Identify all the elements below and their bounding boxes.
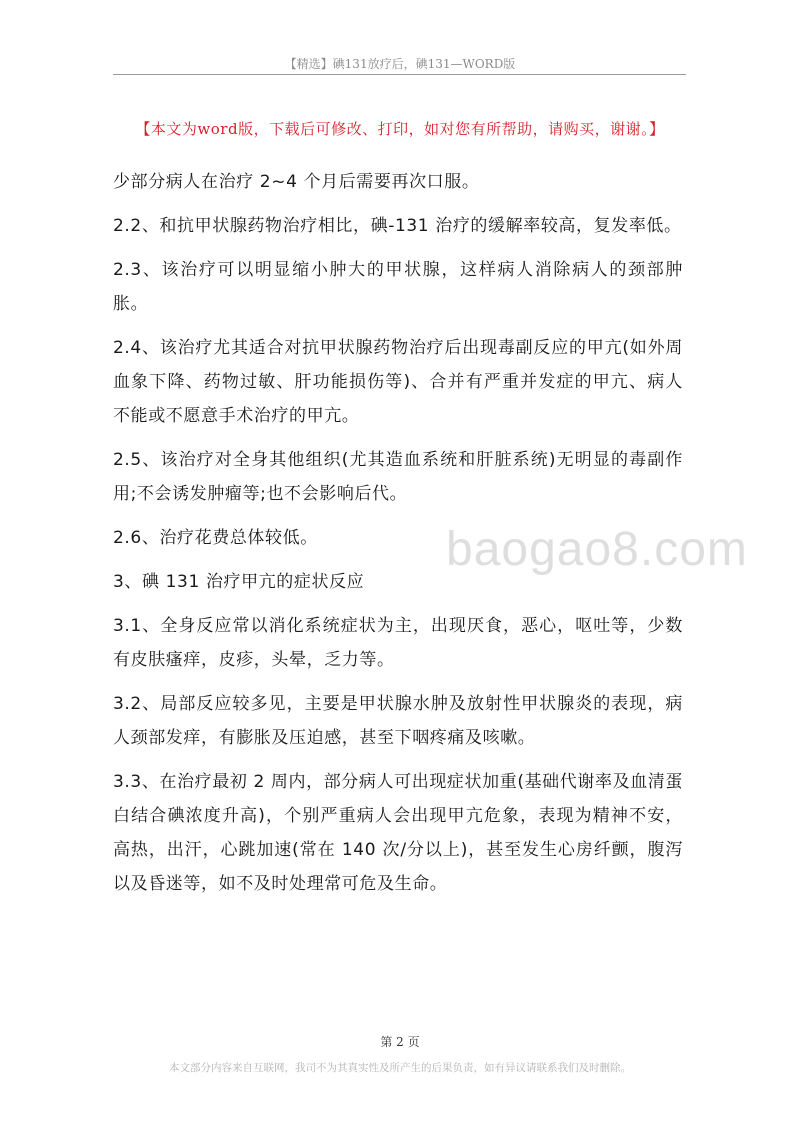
paragraph: 3.2、局部反应较多见，主要是甲状腺水肿及放射性甲状腺炎的表现，病人颈部发痒，有膨胀及压迫感，甚至下咽疼痛及咳嗽。 bbox=[113, 694, 683, 748]
paragraph: 2.3、该治疗可以明显缩小肿大的甲状腺，这样病人消除病人的颈部肿胀。 bbox=[113, 260, 683, 314]
paragraph: 2.4、该治疗尤其适合对抗甲状腺药物治疗后出现毒副反应的甲亢(如外周血象下降、药物过敏、肝功能损伤等)、合并有严重并发症的甲亢、病人不能或不愿意手术治疗的甲亢。 bbox=[113, 338, 683, 426]
header-title: 【精选】碘131放疗后，碘131—WORD版 bbox=[284, 57, 516, 71]
footer-disclaimer: 本文部分内容来自互联网，我司不为其真实性及所产生的后果负责，如有异议请联系我们及时删除。 bbox=[169, 1062, 631, 1074]
watermark-text: baogao8.com bbox=[446, 523, 748, 576]
paragraph: 2.2、和抗甲状腺药物治疗相比，碘-131 治疗的缓解率较高，复发率低。 bbox=[113, 216, 682, 236]
download-notice: 【本文为word版，下载后可修改、打印，如对您有所帮助，请购买，谢谢。】 bbox=[135, 120, 665, 138]
paragraph: 2.6、治疗花费总体较低。 bbox=[113, 528, 318, 548]
header-divider bbox=[113, 74, 686, 75]
paragraph: 3.1、全身反应常以消化系统症状为主，出现厌食，恶心，呕吐等，少数有皮肤瘙痒，皮疹，头晕，乏力等。 bbox=[113, 616, 683, 670]
paragraph: 少部分病人在治疗 2~4 个月后需要再次口服。 bbox=[113, 172, 480, 192]
paragraph: 2.5、该治疗对全身其他组织(尤其造血系统和肝脏系统)无明显的毒副作用;不会诱发肿瘤等;也不会影响后代。 bbox=[113, 450, 683, 504]
section-heading: 3、碘 131 治疗甲亢的症状反应 bbox=[113, 572, 365, 592]
page-number: 第 2 页 bbox=[380, 1035, 420, 1049]
paragraph: 3.3、在治疗最初 2 周内，部分病人可出现症状加重(基础代谢率及血清蛋白结合碘浓度升高)，个别严重病人会出现甲亢危象，表现为精神不安，高热，出汗，心跳加速(常在 140 次/分以上)，甚至发生心房纤颤，腹泻以及昏迷等，如不及时处理常可危及生命。 bbox=[113, 772, 683, 894]
